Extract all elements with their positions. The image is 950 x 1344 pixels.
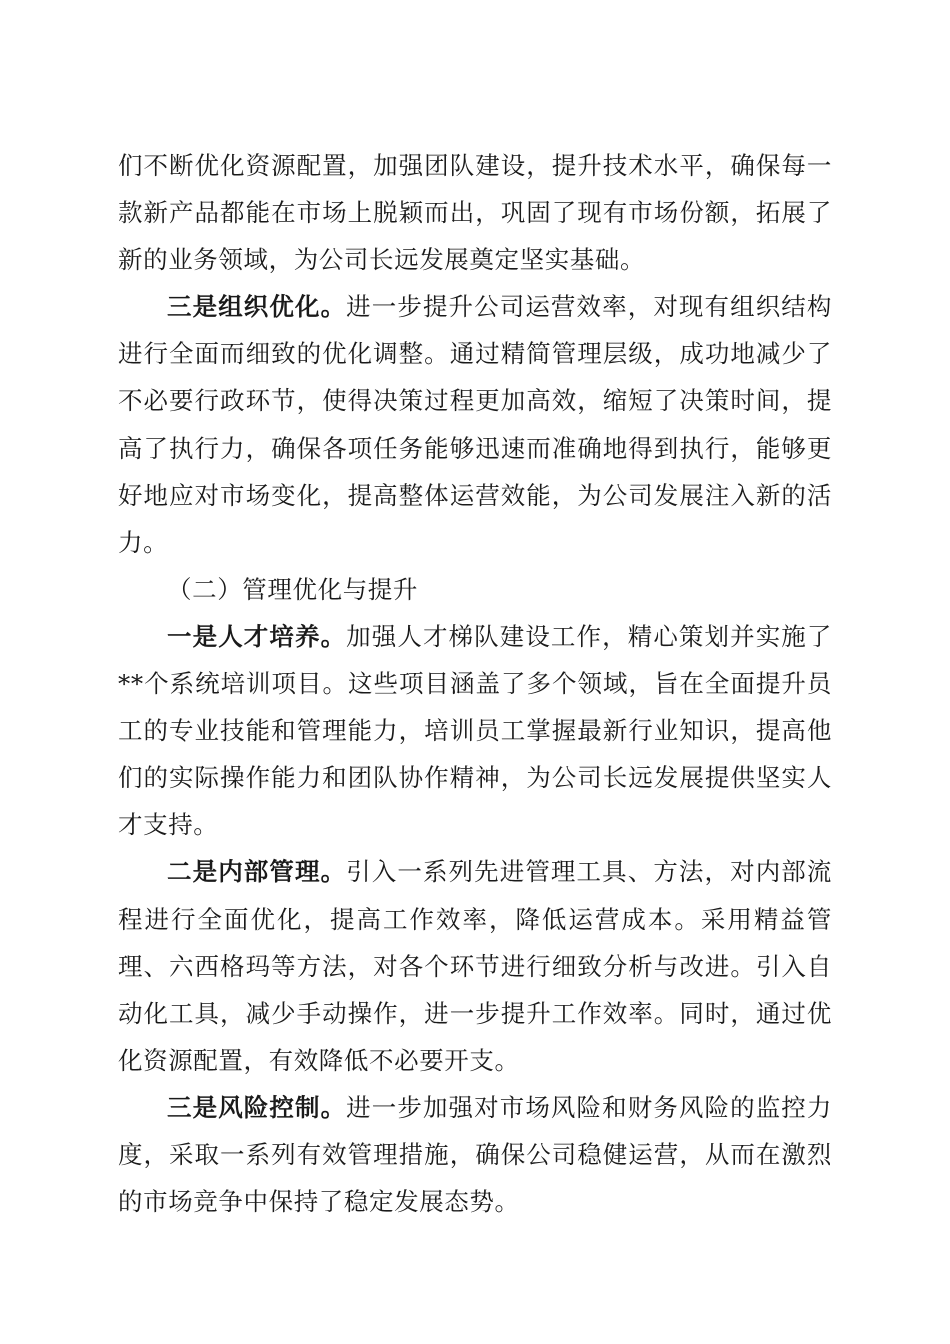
paragraph-text: 进一步提升公司运营效率，对现有组织结构进行全面而细致的优化调整。通过精简管理层级，成功地减少了不必要行政环节，使得决策过程更加高效，缩短了决策时间，提高了执行力，确保各项任务能够迅速而准确地得到执行，能够更好地应对市场变化，提高整体运营效能，为公司发展注入新的活力。 xyxy=(118,292,832,557)
paragraph-lead: 三是组织优化。 xyxy=(167,292,347,322)
paragraph-lead: 二是内部管理。 xyxy=(167,857,347,887)
paragraph-text: 进一步加强对市场风险和财务风险的监控力度，采取一系列有效管理措施，确保公司稳健运营，从而在激烈的市场竞争中保持了稳定发展态势。 xyxy=(118,1092,832,1217)
paragraph-organization-optimization xyxy=(118,283,832,566)
document-body xyxy=(118,142,832,1225)
paragraph-lead: 一是人才培养。 xyxy=(167,621,347,651)
paragraph-text: 加强人才梯队建设工作，精心策划并实施了**个系统培训项目。这些项目涵盖了多个领域，旨在全面提升员工的专业技能和管理能力，培训员工掌握最新行业知识，提高他们的实际操作能力和团队协作精神，为公司长远发展提供坚实人才支持。 xyxy=(118,621,832,840)
paragraph-risk-control xyxy=(118,1084,832,1225)
section-heading-text: （二）管理优化与提升 xyxy=(167,574,418,604)
paragraph-talent-training xyxy=(118,613,832,848)
paragraph-lead: 三是风险控制。 xyxy=(167,1092,347,1122)
paragraph-internal-management xyxy=(118,848,832,1083)
paragraph-continuation xyxy=(118,142,832,283)
paragraph-text: 们不断优化资源配置，加强团队建设，提升技术水平，确保每一款新产品都能在市场上脱颖而出，巩固了现有市场份额，拓展了新的业务领域，为公司长远发展奠定坚实基础。 xyxy=(118,151,832,275)
section-heading-management xyxy=(118,566,832,613)
paragraph-text: 引入一系列先进管理工具、方法，对内部流程进行全面优化，提高工作效率，降低运营成本。采用精益管理、六西格玛等方法，对各个环节进行细致分析与改进。引入自动化工具，减少手动操作，进一步提升工作效率。同时，通过优化资源配置，有效降低不必要开支。 xyxy=(118,857,832,1075)
